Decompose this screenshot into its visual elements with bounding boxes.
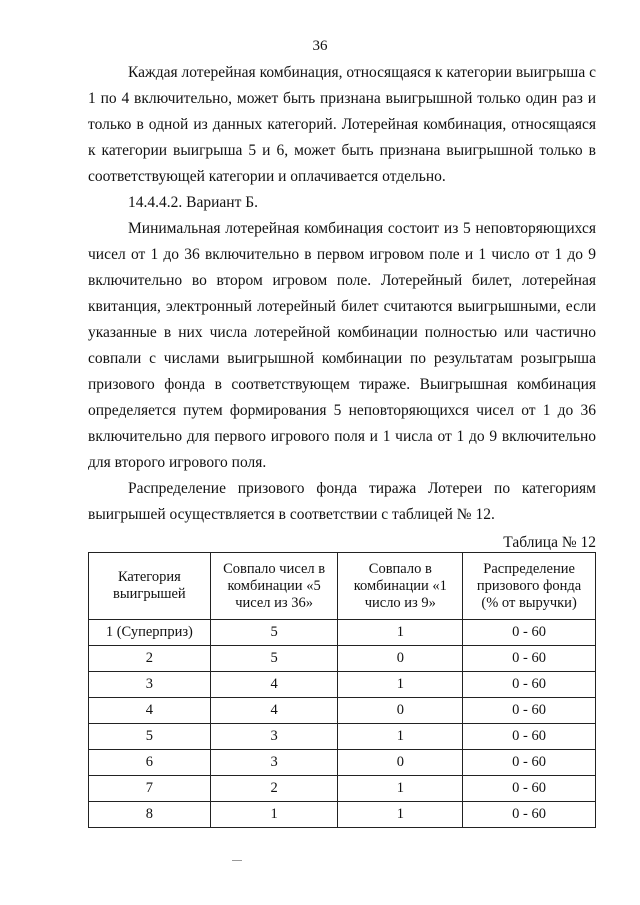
table-row — [89, 776, 596, 802]
cell-category: 2 — [89, 646, 211, 672]
table-row — [89, 802, 596, 828]
cell-matched-first: 3 — [210, 750, 338, 776]
body-text — [88, 60, 596, 562]
cell-distribution: 0 - 60 — [463, 724, 596, 750]
cell-matched-first: 5 — [210, 646, 338, 672]
cell-distribution: 0 - 60 — [463, 750, 596, 776]
cell-category: 7 — [89, 776, 211, 802]
scan-mark — [232, 860, 242, 861]
cell-category: 1 (Суперприз) — [89, 620, 211, 646]
header-prize-distribution: Распределение призового фонда (% от выручки) — [463, 553, 596, 620]
header-category: Категория выигрышей — [89, 553, 211, 620]
cell-matched-first: 5 — [210, 620, 338, 646]
table-row — [89, 672, 596, 698]
table-row — [89, 750, 596, 776]
cell-matched-second: 0 — [338, 646, 463, 672]
cell-distribution: 0 - 60 — [463, 698, 596, 724]
table-row — [89, 620, 596, 646]
cell-distribution: 0 - 60 — [463, 776, 596, 802]
prize-table — [88, 552, 596, 828]
paragraph-1: Каждая лотерейная комбинация, относящаяся к категории выигрыша с 1 по 4 включительно, может быть признана выигрышной только один раз и только в одной из данных категорий. Лотерейная комбинация, относящаяся к категории выигрыша 5 и 6, может быть признана выигрышной только в соответствующей категории и оплачивается отдельно. — [88, 64, 596, 185]
cell-matched-second: 0 — [338, 698, 463, 724]
header-matched-first-field: Совпало чисел в комбинации «5 чисел из 36» — [210, 553, 338, 620]
cell-matched-second: 1 — [338, 724, 463, 750]
cell-matched-first: 4 — [210, 698, 338, 724]
table-row — [89, 646, 596, 672]
cell-matched-second: 1 — [338, 776, 463, 802]
cell-category: 6 — [89, 750, 211, 776]
cell-distribution: 0 - 60 — [463, 802, 596, 828]
cell-category: 4 — [89, 698, 211, 724]
cell-matched-second: 0 — [338, 750, 463, 776]
cell-matched-second: 1 — [338, 802, 463, 828]
paragraph-3: Распределение призового фонда тиража Лотереи по категориям выигрышей осуществляется в соответствии с таблицей № 12. — [88, 480, 596, 523]
header-matched-second-field: Совпало в комбинации «1 число из 9» — [338, 553, 463, 620]
table-row — [89, 698, 596, 724]
paragraph-2: Минимальная лотерейная комбинация состоит из 5 неповторяющихся чисел от 1 до 36 включительно в первом игровом поле и 1 число от 1 до 9 включительно во втором игровом поле. Лотерейный билет, лотерейная квитанция, электронный лотерейный билет считаются выигрышными, если указанные в них числа лотерейной комбинации полностью или частично совпали с числами выигрышной комбинации по результатам розыгрыша призового фонда в соответствующем тираже. Выигрышная комбинация определяется путем формирования 5 неповторяющихся чисел от 1 до 36 включительно для первого игрового поля и 1 числа от 1 до 9 включительно для второго игрового поля. — [88, 220, 596, 471]
table-label: Таблица № 12 — [503, 534, 596, 551]
cell-matched-first: 1 — [210, 802, 338, 828]
section-heading: 14.4.4.2. Вариант Б. — [128, 194, 258, 211]
table-row — [89, 724, 596, 750]
cell-distribution: 0 - 60 — [463, 672, 596, 698]
cell-matched-second: 1 — [338, 620, 463, 646]
cell-category: 5 — [89, 724, 211, 750]
table-header-row — [89, 553, 596, 620]
cell-matched-second: 1 — [338, 672, 463, 698]
page-number: 36 — [312, 38, 328, 54]
cell-category: 8 — [89, 802, 211, 828]
cell-category: 3 — [89, 672, 211, 698]
cell-distribution: 0 - 60 — [463, 646, 596, 672]
cell-distribution: 0 - 60 — [463, 620, 596, 646]
cell-matched-first: 2 — [210, 776, 338, 802]
cell-matched-first: 4 — [210, 672, 338, 698]
cell-matched-first: 3 — [210, 724, 338, 750]
